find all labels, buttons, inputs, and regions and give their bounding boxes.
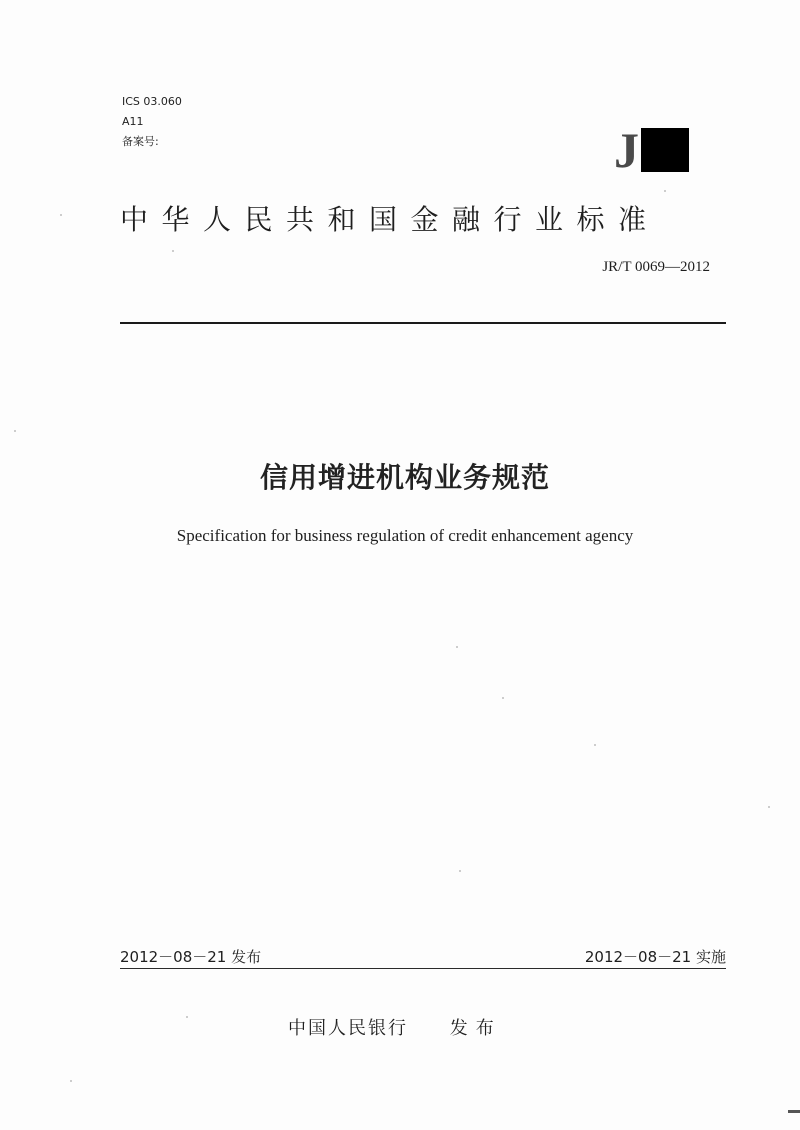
- document-title-english: Specification for business regulation of credit enhancement agency: [176, 526, 634, 545]
- bottom-divider: [120, 968, 726, 969]
- filing-number-label: 备案号:: [122, 135, 159, 148]
- scan-speck: [594, 744, 596, 746]
- scan-speck: [14, 430, 16, 432]
- implement-date: 2012－08－21 实施: [584, 948, 726, 966]
- scan-speck: [459, 870, 461, 872]
- scan-speck: [60, 214, 62, 216]
- logo-letter: J: [614, 122, 639, 178]
- issuer-organization: 中国人民银行: [288, 1018, 408, 1039]
- document-title-chinese: 信用增进机构业务规范: [259, 461, 550, 494]
- standard-number: JR/T 0069—2012: [602, 259, 710, 275]
- top-divider: [120, 322, 726, 324]
- scan-edge-mark: [788, 1110, 800, 1113]
- standard-logo: [614, 122, 689, 178]
- issuer-action: 发布: [449, 1018, 502, 1039]
- ics-code: ICS 03.060: [122, 95, 182, 108]
- classification-block: [122, 92, 182, 152]
- scan-speck: [172, 250, 174, 252]
- publish-date: 2012－08－21 发布: [120, 948, 262, 966]
- issuer-line: [288, 1016, 502, 1042]
- scan-speck: [502, 697, 504, 699]
- dates-row: [120, 946, 726, 970]
- scan-speck: [768, 806, 770, 808]
- scan-speck: [456, 646, 458, 648]
- scan-speck: [664, 190, 666, 192]
- scan-speck: [70, 1080, 72, 1082]
- scan-speck: [186, 1016, 188, 1018]
- standard-type-heading: 中华人民共和国金融行业标准: [120, 203, 660, 236]
- ccs-code: A11: [122, 115, 144, 128]
- logo-redaction-block: [641, 128, 689, 172]
